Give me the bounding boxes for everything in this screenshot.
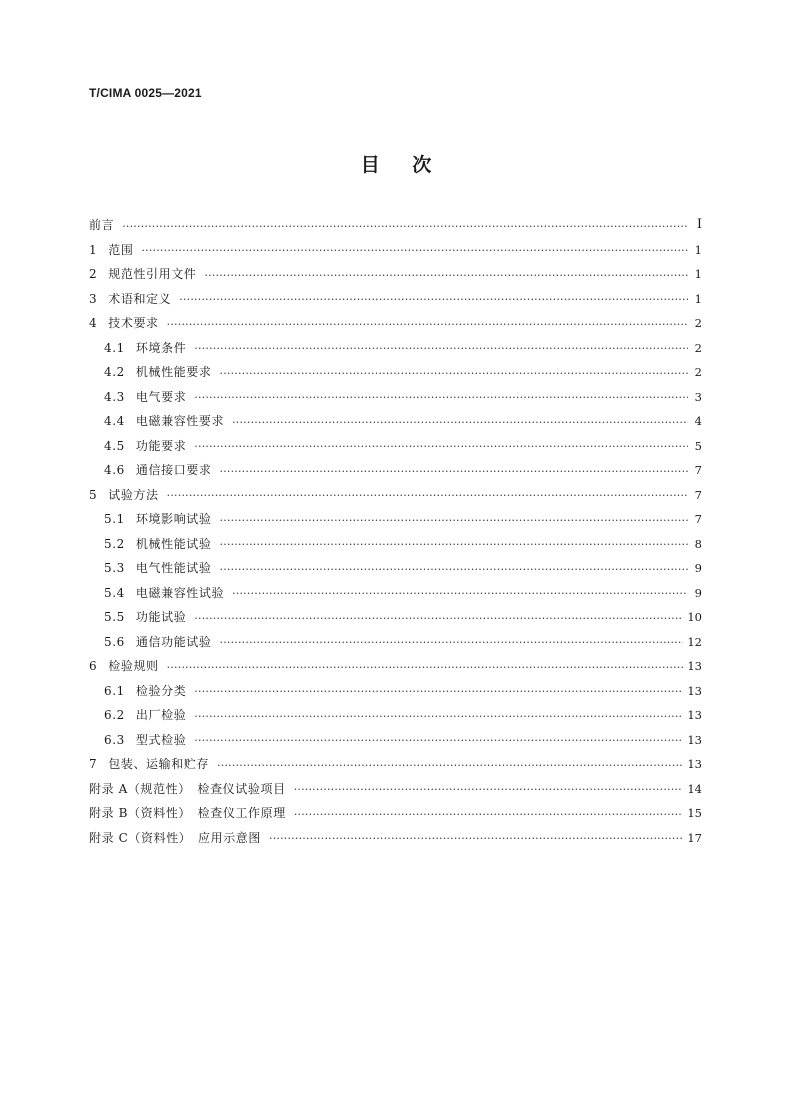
toc-entry[interactable]	[89, 703, 702, 728]
toc-entry-page: 17	[687, 830, 702, 845]
toc-entry-page: 2	[694, 365, 702, 379]
toc-entry-number: 5.6	[104, 634, 125, 649]
toc-entry-page: 9	[694, 561, 702, 575]
dot-leader	[294, 777, 684, 802]
toc-entry-text: 试验方法	[108, 487, 159, 502]
toc-entry-number: 3	[89, 291, 98, 306]
toc-entry[interactable]	[89, 728, 702, 753]
toc-entry-text: 电磁兼容性试验	[135, 585, 225, 600]
dot-leader	[194, 605, 683, 630]
toc-entry[interactable]	[89, 752, 702, 777]
toc-entry-label	[89, 752, 209, 777]
toc-entry-label	[89, 556, 212, 581]
toc-entry-page: 13	[687, 659, 702, 673]
toc-entry-page: 1	[694, 267, 702, 281]
toc-entry-label	[89, 532, 212, 557]
toc-entry-number: 5.3	[104, 561, 125, 575]
toc-entry-text: 检验规则	[108, 659, 159, 673]
toc-entry[interactable]	[89, 409, 702, 434]
dot-leader	[194, 336, 688, 361]
toc-entry[interactable]	[89, 581, 702, 606]
dot-leader	[194, 679, 683, 704]
dot-leader	[220, 630, 684, 655]
toc-entry-page: 3	[694, 389, 702, 404]
dot-leader	[204, 262, 688, 287]
toc-entry-page: 2	[694, 340, 702, 355]
toc-entry[interactable]	[89, 238, 702, 263]
toc-entry[interactable]	[89, 777, 702, 802]
toc-entry-label	[89, 458, 212, 483]
dot-leader	[167, 654, 684, 679]
page-title: 目 次	[360, 154, 432, 176]
toc-entry-number: 4.1	[104, 340, 125, 355]
toc-entry-page: 13	[687, 683, 702, 698]
toc-entry[interactable]	[89, 336, 702, 361]
dot-leader	[141, 238, 688, 263]
toc-entry[interactable]	[89, 434, 702, 459]
dot-leader	[194, 728, 683, 753]
toc-entry-label	[89, 703, 186, 728]
toc-entry-text: 包装、运输和贮存	[108, 757, 210, 771]
toc-entry-text: 范围	[108, 242, 134, 257]
toc-entry-label	[89, 287, 171, 312]
toc-entry-number: 4	[89, 316, 98, 330]
toc-entry[interactable]	[89, 532, 702, 557]
toc-entry[interactable]	[89, 826, 702, 851]
toc-entry-text: 附录 A（规范性） 检查仪试验项目	[89, 781, 286, 796]
toc-entry-number: 4.3	[104, 389, 125, 404]
dot-leader	[294, 801, 684, 826]
dot-leader	[269, 826, 683, 851]
toc-entry-page: 9	[694, 585, 702, 600]
dot-leader	[194, 385, 688, 410]
toc-entry-label	[89, 336, 186, 361]
toc-entry-text: 功能要求	[135, 438, 187, 453]
toc-entry[interactable]	[89, 458, 702, 483]
toc-entry-text: 术语和定义	[108, 291, 172, 306]
toc-entry-text: 环境条件	[135, 340, 187, 355]
toc-entry[interactable]	[89, 385, 702, 410]
toc-entry-page: 2	[694, 316, 702, 330]
dot-leader	[217, 752, 683, 777]
toc-entry-number: 4.6	[104, 463, 125, 477]
toc-entry-text: 技术要求	[108, 316, 159, 330]
toc-entry-text: 环境影响试验	[135, 512, 212, 526]
toc-entry-page: 1	[694, 291, 702, 306]
dot-leader	[220, 360, 689, 385]
toc-entry[interactable]	[89, 262, 702, 287]
toc-entry-label	[89, 360, 212, 385]
toc-entry-text: 功能试验	[135, 610, 187, 624]
toc-entry-number: 5.5	[104, 610, 125, 624]
toc-entry-text: 出厂检验	[135, 708, 187, 722]
toc-entry[interactable]	[89, 605, 702, 630]
toc-entry-page: 13	[687, 708, 702, 722]
toc-entry-page: 14	[687, 781, 702, 796]
toc-entry-number: 5	[89, 487, 98, 502]
dot-leader	[220, 556, 689, 581]
toc-entry[interactable]	[89, 801, 702, 826]
toc-entry-text: 机械性能试验	[135, 536, 212, 551]
toc-entry-text: 规范性引用文件	[108, 267, 197, 281]
toc-entry-page: 5	[694, 438, 702, 453]
toc-entry-text: 通信功能试验	[135, 634, 212, 649]
toc-entry-text: 型式检验	[135, 732, 187, 747]
toc-entry-number: 5.4	[104, 585, 125, 600]
toc-entry-label	[89, 777, 286, 802]
table-of-contents	[89, 213, 702, 850]
toc-entry-text: 机械性能要求	[135, 365, 212, 379]
toc-entry-text: 电磁兼容性要求	[135, 414, 225, 428]
toc-entry-page: 12	[687, 634, 702, 649]
toc-entry-page: 10	[687, 610, 702, 624]
toc-entry-page: I	[696, 217, 702, 232]
toc-entry-label	[89, 311, 159, 336]
toc-entry-page: 15	[687, 806, 702, 820]
toc-entry-page: 7	[694, 463, 702, 477]
toc-entry-label	[89, 409, 224, 434]
toc-entry-page: 7	[694, 512, 702, 526]
toc-entry-number: 7	[89, 757, 98, 771]
toc-entry-label	[89, 385, 186, 410]
toc-entry-label	[89, 728, 186, 753]
dot-leader	[167, 483, 688, 508]
toc-entry-label	[89, 238, 133, 263]
toc-entry-number: 1	[89, 242, 98, 257]
dot-leader	[122, 213, 688, 238]
toc-entry-page: 4	[694, 414, 702, 428]
toc-entry-number: 5.2	[104, 536, 125, 551]
dot-leader	[167, 311, 688, 336]
toc-entry[interactable]	[89, 556, 702, 581]
toc-entry-label	[89, 581, 224, 606]
toc-entry[interactable]	[89, 311, 702, 336]
toc-entry[interactable]	[89, 287, 702, 312]
dot-leader	[220, 532, 689, 557]
toc-entry-text: 附录 C（资料性） 应用示意图	[89, 830, 261, 845]
dot-leader	[179, 287, 688, 312]
toc-entry-label	[89, 605, 186, 630]
toc-entry-text: 检验分类	[135, 683, 187, 698]
toc-entry[interactable]	[89, 360, 702, 385]
toc-entry[interactable]	[89, 213, 702, 238]
toc-entry[interactable]	[89, 630, 702, 655]
toc-entry-number: 6.2	[104, 708, 125, 722]
toc-entry-number: 6.3	[104, 732, 125, 747]
dot-leader	[220, 458, 689, 483]
toc-entry-page: 1	[694, 242, 702, 257]
toc-entry-label	[89, 213, 114, 238]
toc-entry-label	[89, 507, 212, 532]
toc-entry-number: 6	[89, 659, 98, 673]
toc-entry-text: 前言	[89, 218, 115, 232]
dot-leader	[194, 434, 688, 459]
toc-entry-page: 13	[687, 732, 702, 747]
toc-entry-label	[89, 630, 212, 655]
toc-entry[interactable]	[89, 507, 702, 532]
toc-entry-page: 13	[687, 757, 702, 771]
toc-entry-page: 7	[694, 487, 702, 502]
toc-entry-number: 4.4	[104, 414, 125, 428]
dot-leader	[194, 703, 683, 728]
dot-leader	[232, 581, 688, 606]
document-code: T/CIMA 0025—2021	[89, 86, 202, 100]
toc-entry-text: 附录 B（资料性） 检查仪工作原理	[89, 806, 286, 820]
toc-entry-label	[89, 826, 261, 851]
toc-entry[interactable]	[89, 483, 702, 508]
toc-entry-text: 电气要求	[135, 389, 187, 404]
toc-entry-label	[89, 483, 159, 508]
toc-entry-label	[89, 262, 196, 287]
toc-entry-label	[89, 654, 159, 679]
toc-entry-label	[89, 801, 286, 826]
toc-entry-text: 通信接口要求	[135, 463, 212, 477]
toc-entry-number: 6.1	[104, 683, 125, 698]
toc-entry-page: 8	[694, 536, 702, 551]
toc-entry-number: 5.1	[104, 512, 125, 526]
toc-entry-number: 4.2	[104, 365, 125, 379]
toc-entry-label	[89, 679, 186, 704]
toc-entry-text: 电气性能试验	[135, 561, 212, 575]
toc-entry[interactable]	[89, 679, 702, 704]
dot-leader	[232, 409, 688, 434]
toc-entry-number: 2	[89, 267, 98, 281]
toc-entry-label	[89, 434, 186, 459]
toc-entry-number: 4.5	[104, 438, 125, 453]
dot-leader	[220, 507, 689, 532]
toc-entry[interactable]	[89, 654, 702, 679]
